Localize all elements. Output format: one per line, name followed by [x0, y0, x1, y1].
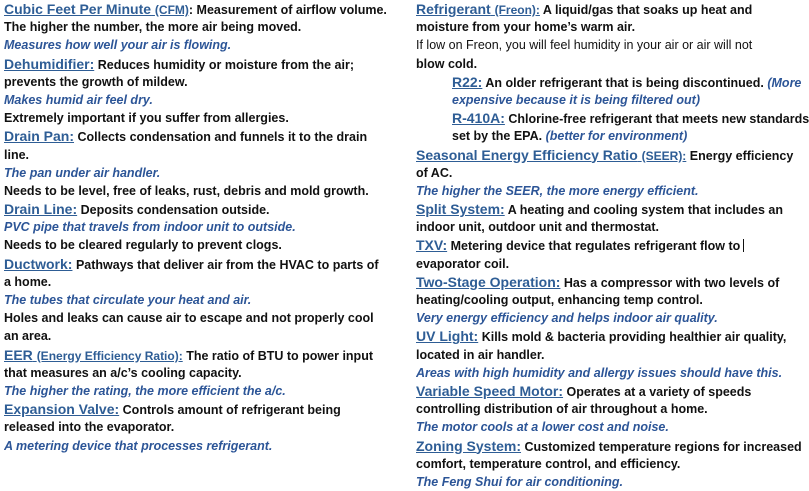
extra-line: Needs to be level, free of leaks, rust, debris and mold growth. [4, 183, 369, 198]
term-cfm: Cubic Feet Per Minute (CFM) [4, 1, 189, 17]
entry-r410a-heading: R-410A: Chlorine-free refrigerant that meets new standards [452, 110, 809, 127]
definition-line: heating/cooling output, enhancing temp control. [416, 293, 703, 307]
extra-line: an area. [4, 329, 52, 344]
term-ductwork: Ductwork: [4, 255, 73, 272]
term-dehumidifier: Dehumidifier: [4, 55, 95, 72]
term-drain-pan: Drain Pan: [4, 128, 75, 145]
entry-dehumidifier-heading: Dehumidifier: Reduces humidity or moisture from the air; [4, 55, 355, 72]
term-variable-speed: Variable Speed Motor: [416, 382, 564, 399]
definition-line: that measures an a/c’s cooling capacity. [4, 365, 242, 380]
entry-txv-heading: TXV: Metering device that regulates refrigerant flow to [416, 236, 809, 254]
entry-variable-speed-heading: Variable Speed Motor: Operates at a variety of speeds [416, 382, 752, 399]
definition-line: of AC. [416, 165, 453, 180]
note-line: expensive because it is being filtered out) [452, 92, 700, 107]
text-cursor [743, 239, 744, 252]
note-line: Makes humid air feel dry. [4, 92, 153, 107]
definition-line: located in air handler. [416, 347, 545, 362]
definition-line: moisture from your home’s warm air. [416, 20, 636, 35]
note-line: A metering device that processes refrigerant. [4, 438, 273, 453]
term-two-stage: Two-Stage Operation: [416, 273, 561, 290]
term-split-system: Split System: [416, 201, 505, 218]
entry-seer-heading: Seasonal Energy Efficiency Ratio (SEER): Energy efficiency [416, 146, 794, 163]
definition-line: controlling distribution of air throughout a home. [416, 402, 708, 417]
term-r22: R22: [452, 73, 483, 90]
note-line: Very energy efficiency and helps indoor air quality. [416, 311, 718, 326]
term-r410a: R-410A: [452, 110, 505, 127]
note-line: The motor cools at a lower cost and noise. [416, 420, 669, 435]
entry-zoning-heading: Zoning System: Customized temperature regions for increased [416, 437, 802, 454]
definition-line: set by the EPA. (better for environment) [452, 129, 688, 144]
definition-line: line. [4, 147, 30, 162]
entry-uv-light-heading: UV Light: Kills mold & bacteria providing healthier air quality, [416, 328, 787, 345]
extra-line: If low on Freon, you will feel humidity in your air or air will not [416, 38, 753, 53]
note-line: The higher the rating, the more efficient the a/c. [4, 383, 286, 398]
entry-drain-pan-heading: Drain Pan: Collects condensation and funnels it to the drain [4, 128, 368, 145]
entry-expansion-valve-heading: Expansion Valve: Controls amount of refrigerant being [4, 401, 341, 418]
extra-line: blow cold. [416, 56, 478, 71]
entry-r22-heading: R22: An older refrigerant that is being discontinued. (More [452, 73, 802, 90]
extra-line: Holes and leaks can cause air to escape and not properly cool [4, 311, 374, 326]
term-refrigerant: Refrigerant (Freon): [416, 1, 540, 17]
term-seer: Seasonal Energy Efficiency Ratio (SEER): [416, 146, 687, 163]
definition-line: The higher the number, the more air being moved. [4, 20, 302, 35]
definition-line: a home. [4, 274, 52, 289]
glossary-right-column [416, 0, 809, 491]
definition-line: prevents the growth of mildew. [4, 74, 188, 89]
note-line: The higher the SEER, the more energy efficient. [416, 183, 699, 198]
entry-ductwork-heading: Ductwork: Pathways that deliver air from the HVAC to parts of [4, 255, 379, 272]
entry-drain-line-heading: Drain Line: Deposits condensation outside. [4, 201, 270, 218]
entry-split-system-heading: Split System: A heating and cooling system that includes an [416, 201, 783, 218]
note-line: Measures how well your air is flowing. [4, 38, 232, 53]
entry-refrigerant-heading: Refrigerant (Freon): A liquid/gas that soaks up heat and [416, 1, 753, 17]
note-line: The pan under air handler. [4, 165, 161, 180]
term-txv: TXV: [416, 237, 448, 254]
note-line: Areas with high humidity and allergy issues should have this. [416, 365, 783, 380]
definition-line: released into the evaporator. [4, 420, 175, 435]
note-line: The tubes that circulate your heat and air. [4, 293, 252, 307]
definition-line: indoor unit, outdoor unit and thermostat. [416, 220, 660, 235]
definition-line: evaporator coil. [416, 256, 510, 271]
term-drain-line: Drain Line: [4, 201, 78, 218]
definition-line: comfort, temperature control, and efficiency. [416, 456, 681, 471]
term-zoning: Zoning System: [416, 437, 522, 454]
note-line: PVC pipe that travels from indoor unit to outside. [4, 220, 296, 235]
term-expansion-valve: Expansion Valve: [4, 401, 120, 418]
entry-two-stage-heading: Two-Stage Operation: Has a compressor with two levels of [416, 273, 780, 290]
extra-line: Needs to be cleared regularly to prevent clogs. [4, 238, 282, 253]
extra-line: Extremely important if you suffer from allergies. [4, 111, 289, 126]
term-eer: EER (Energy Efficiency Ratio): [4, 346, 183, 363]
note-line: The Feng Shui for air conditioning. [416, 474, 623, 489]
glossary-left-column [4, 0, 404, 455]
entry-cfm-heading: Cubic Feet Per Minute (CFM): Measurement of airflow volume. [4, 1, 387, 17]
entry-eer-heading: EER (Energy Efficiency Ratio): The ratio of BTU to power input [4, 346, 373, 363]
term-uv-light: UV Light: [416, 328, 479, 345]
